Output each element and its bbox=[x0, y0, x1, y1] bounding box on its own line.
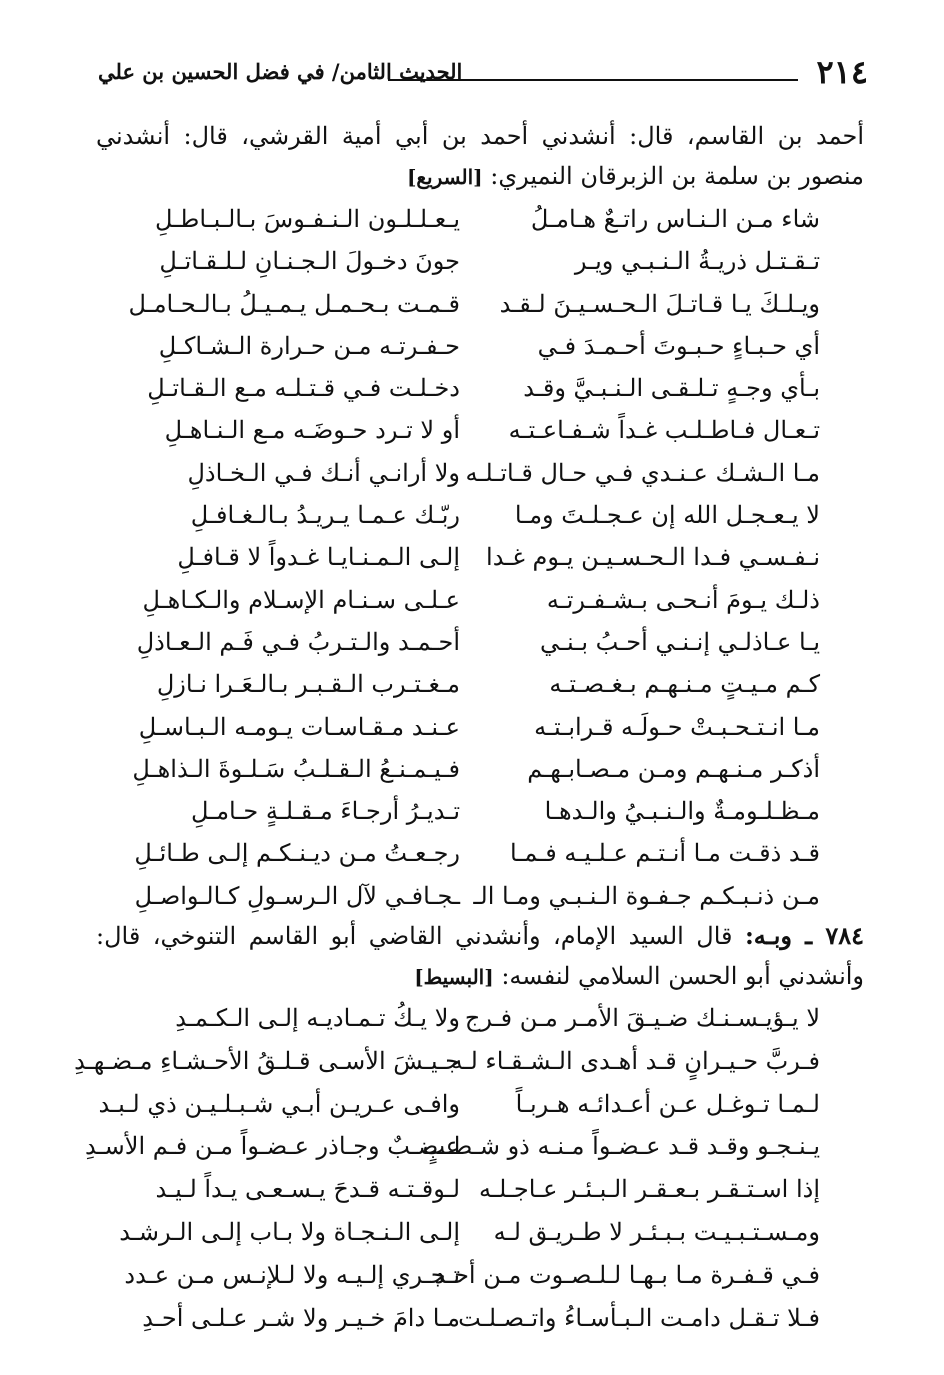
second-hemistich: ولا يـكُ تـمـاديـه إلـى الـكـمـدِ bbox=[175, 1004, 460, 1032]
second-hemistich: يـعـلـلـون الـنـفـوسَ بـالـبـاطـلِ bbox=[155, 205, 460, 233]
second-hemistich: جونَ دخـولَ الـجـنـانِ لـلـقـاتـلِ bbox=[159, 247, 460, 276]
second-hemistich: فـيـمـنـعُ الـقـلـبُ سَـلـوةَ الـذاهـلِ bbox=[132, 754, 460, 783]
second-hemistich: ـجـافـي لآل الـرسـولِ كـالـواصـلِ bbox=[134, 881, 460, 910]
first-hemistich: لا يـعـجـل الله إن عـجـلـتَ ومـا bbox=[514, 501, 820, 530]
verse bbox=[74, 1040, 820, 1083]
second-hemistich: عـنـد مـقـاسـات يـومـه الـبـاسـلِ bbox=[138, 712, 460, 741]
first-hemistich: تـعـال فـاطـلـب غـداً شـفـاعـتـه bbox=[508, 416, 820, 445]
first-hemistich: كـم مـيـتٍ مـنـهـم بـغـصـتـه bbox=[549, 670, 820, 699]
second-hemistich: عـلـى سـنـام الإسـلام والـكـاهـلِ bbox=[142, 585, 460, 614]
first-hemistich: ويـلـكَ يـا قـاتـلَ الـحـسـيـنَ لـقـد bbox=[499, 289, 820, 318]
verse bbox=[130, 997, 820, 1040]
first-hemistich: فـلا تـقـل دامـت الـبـأسـاءُ واتـصـلـت bbox=[458, 1303, 820, 1332]
verse bbox=[130, 409, 820, 451]
verse bbox=[130, 875, 820, 917]
poem-second bbox=[74, 997, 820, 1339]
second-hemistich: ولا أرانـي أنـك فـي الـخـاذلِ bbox=[187, 458, 460, 487]
first-hemistich: مـظـلـومـةٌ والـنـبـيُ والـدهـا bbox=[544, 797, 820, 826]
first-hemistich: فـي قـفـرة مـا بـهـا لـلـصـوت مـن أحـد bbox=[434, 1260, 820, 1289]
verse bbox=[130, 790, 820, 832]
first-hemistich: ذلـك يـومَ أنـحـى بـشـفـرتـه bbox=[546, 585, 820, 614]
first-hemistich: مـا انـتـحـبـتْ حـولَـه قـرابـتـه bbox=[534, 712, 820, 741]
intro-paragraph bbox=[96, 116, 864, 197]
verse bbox=[130, 1168, 820, 1211]
first-hemistich: لـمـا تـوغـل عـن أعـدائـه هـربـاً bbox=[515, 1089, 820, 1118]
verse bbox=[130, 325, 820, 367]
verse bbox=[130, 198, 820, 240]
first-hemistich: يـا عـاذلـي إنـنـي أحـبُ بـنـي bbox=[540, 627, 820, 656]
running-title: الحديث الثامن/ في فضل الحسين بن علي bbox=[98, 59, 463, 84]
second-hemistich: رجـعـتُ مـن ديـنـكـم إلـى طـائـلِ bbox=[134, 839, 460, 868]
narration-text: قال السيد الإمام، وأنشدني القاضي أبو القاسم التنوخي، قال: وأنشدني أبو الحسن السلامي لنفسه: bbox=[96, 922, 864, 990]
verse bbox=[119, 1211, 820, 1254]
page-number: ٢١٤ bbox=[816, 53, 868, 91]
first-hemistich: أي حـبـاءٍ حـبـوتَ أحـمـدَ فـي bbox=[537, 331, 820, 360]
verse bbox=[130, 579, 820, 621]
second-hemistich: تـجـري إلـيـه ولا لـلإنـس مـن عـدد bbox=[124, 1260, 460, 1289]
verse bbox=[130, 240, 820, 282]
second-hemistich: أو لا تـرد حـوضَـه مـع الـنـاهـلِ bbox=[164, 416, 460, 445]
second-hemistich: ربّـك عـمـا يـريـدُ بـالـغـافـلِ bbox=[190, 501, 460, 530]
verse bbox=[98, 1083, 820, 1126]
second-hemistich: عـضـبٌ وجـاذر عـضـواً مـن فـم الأسـدِ bbox=[85, 1132, 460, 1161]
first-hemistich: يـنـجـو وقـد قـد عـضـواً مـنـه ذو شـطـبٍ bbox=[422, 1132, 820, 1161]
verse bbox=[130, 1297, 820, 1340]
second-hemistich: تـديـرُ أرجـاءَ مـقـلـةٍ حـامـلِ bbox=[190, 797, 460, 826]
second-hemistich: مـا دامَ خـيـر ولا شـر عـلـى أحـدِ bbox=[142, 1303, 460, 1332]
first-hemistich: أذكـر مـنـهـم ومـن مـصـابـهـم bbox=[527, 754, 820, 783]
second-hemistich: إلـى الـمـنـايـا غـدواً لا قـافـلِ bbox=[177, 543, 460, 572]
intro-text: أحمد بن القاسم، قال: أنشدني أحمد بن أبي أمية القرشي، قال: أنشدني منصور بن سلمة بن الزبرقان النميري: bbox=[96, 122, 864, 190]
verse bbox=[130, 494, 820, 536]
first-hemistich: نـفـسـي فـدا الـحـسـيـن يـوم غـدا bbox=[486, 543, 820, 572]
second-hemistich: حـفـرتـه مـن حـرارة الـشـاكـلِ bbox=[158, 331, 460, 360]
first-hemistich: ومـسـتـبـيـت بـبـئـر لا طـريـق لـه bbox=[493, 1217, 820, 1246]
narration-number: ٧٨٤ ـ وبـه: bbox=[744, 921, 864, 950]
first-hemistich: إذا اسـتـقـر بـعـقـر الـبـئـر عـاجـلـه bbox=[479, 1175, 820, 1204]
second-hemistich: لـوقـتـه قـدحَ يـسـعـى يـداً لـيـد bbox=[155, 1175, 460, 1204]
page-header bbox=[98, 52, 868, 92]
first-hemistich: تـقـتـل ذريـةُ الـنـبـي ويـر bbox=[574, 247, 820, 276]
verse bbox=[85, 1125, 820, 1168]
meter-label: [السريع] bbox=[406, 165, 483, 189]
second-hemistich: وافـى عـريـن أبـي شـبـلـيـن ذي لـبـد bbox=[98, 1089, 460, 1118]
first-hemistich: لا يـؤيـسـنـك ضـيـقَ الأمـر مـن فـرج bbox=[464, 1004, 820, 1032]
verse bbox=[130, 452, 820, 494]
poem-first bbox=[130, 198, 820, 917]
second-hemistich: جـيـشَ الأسـى قـلـقُ الأحـشـاءِ مـضـهـدِ bbox=[74, 1046, 460, 1075]
verse bbox=[124, 1254, 820, 1297]
first-hemistich: فـربَّ حـيـرانٍ قـد أهـدى الـشـقـاء لـه bbox=[450, 1046, 820, 1075]
narration-paragraph bbox=[96, 916, 864, 997]
verse bbox=[130, 283, 820, 325]
second-hemistich: أحـمـد والـتـربُ فـي فَـم الـعـاذلِ bbox=[136, 627, 460, 656]
second-hemistich: قـمـت بـحـمـل يـمـيـلُ بـالـحـامـل bbox=[128, 289, 460, 318]
second-hemistich: دخـلـت فـي قـتـلـه مـع الـقـاتـلِ bbox=[147, 374, 460, 403]
first-hemistich: شاء مـن الـنـاس راتـعٌ هـامـلُ bbox=[530, 205, 820, 233]
verse bbox=[130, 536, 820, 578]
verse bbox=[130, 706, 820, 748]
verse bbox=[130, 748, 820, 790]
meter-label: [البسيط] bbox=[414, 965, 494, 989]
second-hemistich: مـغـتـرب الـقـبـر بـالـعَـرا نـازلِ bbox=[156, 670, 460, 699]
first-hemistich: مـن ذنـبـكـم جـفـوة الـنـبـي ومـا الـ bbox=[473, 881, 820, 910]
first-hemistich: قـد ذقـت مـا أنـتـم عـلـيـه فـمـا bbox=[509, 839, 820, 868]
first-hemistich: مـا الـشـك عـنـدي فـي حـال قـاتـلـه bbox=[465, 458, 820, 487]
verse bbox=[130, 621, 820, 663]
first-hemistich: بـأي وجـهٍ تـلـقـى الـنـبـيَّ وقـد bbox=[523, 374, 820, 403]
verse bbox=[130, 832, 820, 874]
second-hemistich: إلـى الـنـجـاة ولا بـاب إلـى الـرشـد bbox=[119, 1217, 460, 1246]
verse bbox=[130, 367, 820, 409]
verse bbox=[130, 663, 820, 705]
